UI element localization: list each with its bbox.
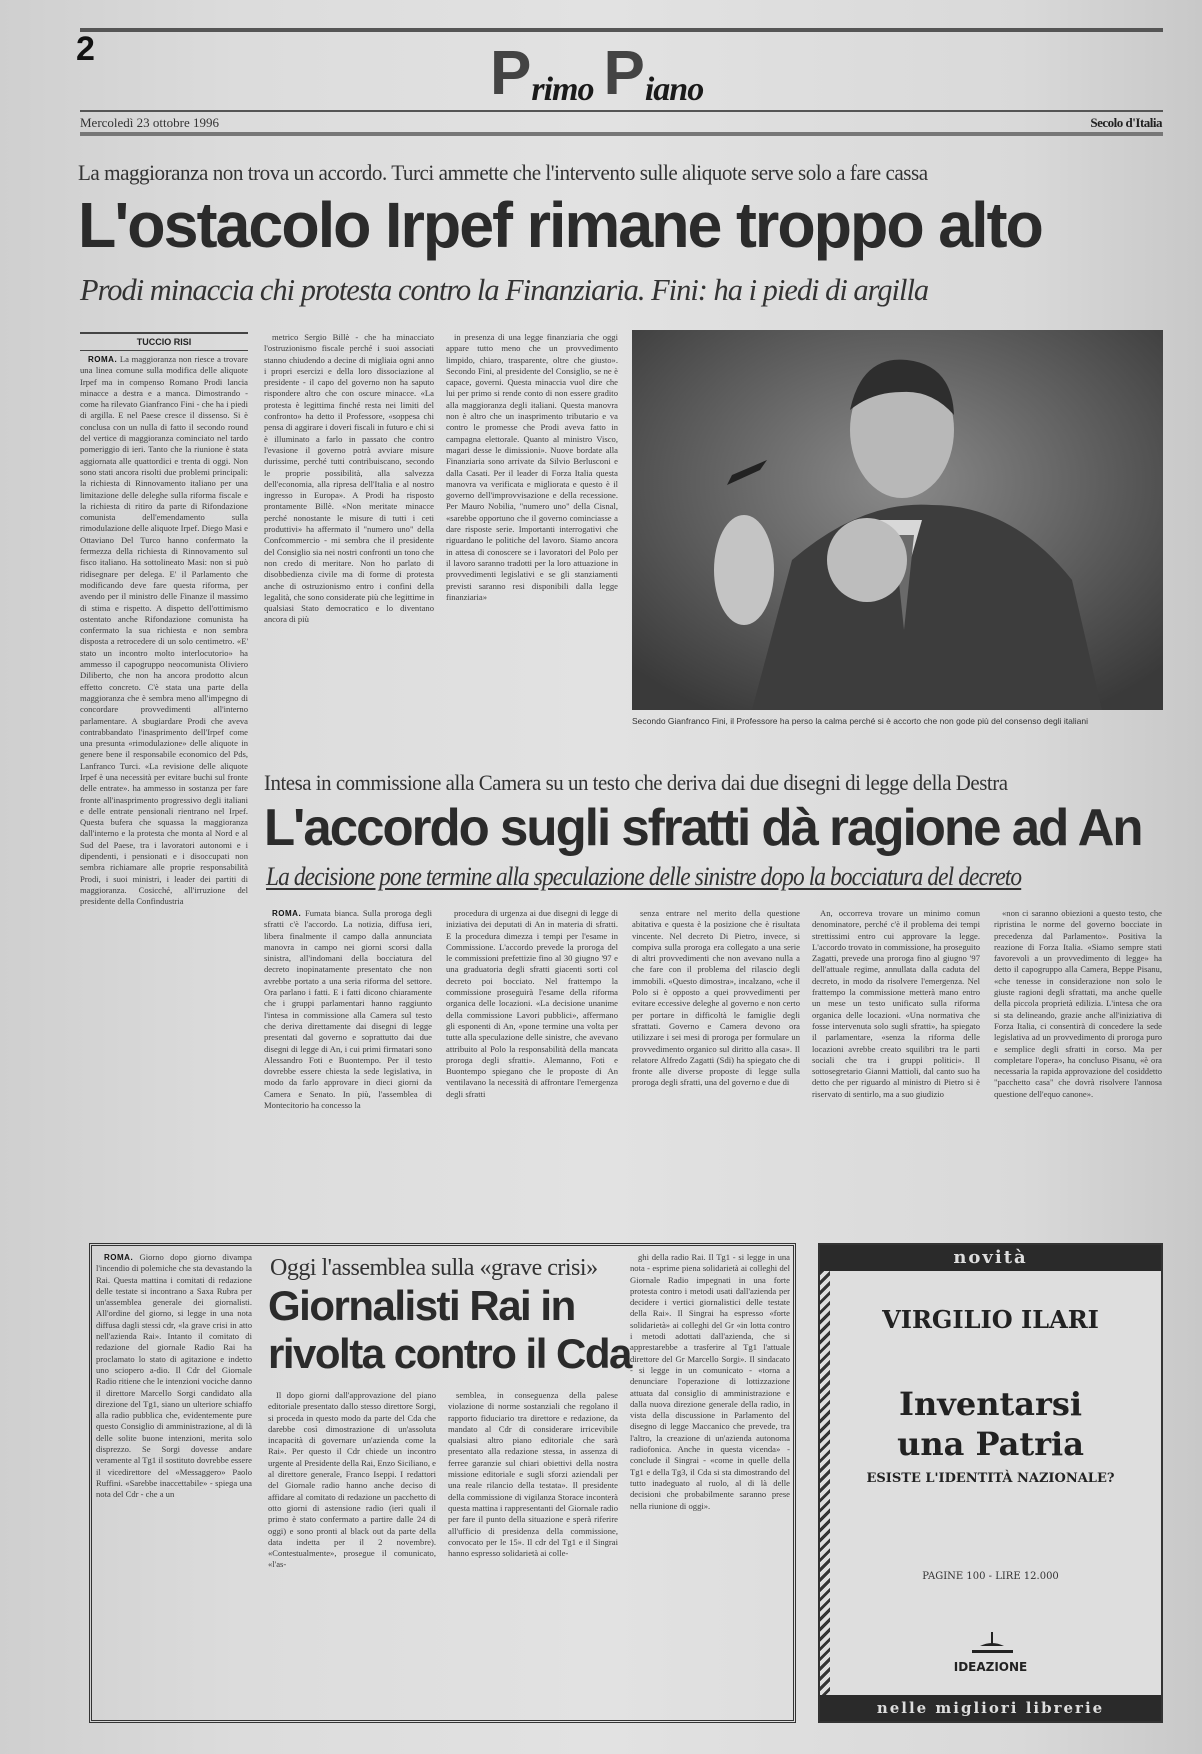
article-column <box>264 332 434 744</box>
article-headline: L'accordo sugli sfratti dà ragione ad An <box>264 799 1142 857</box>
article-column <box>446 332 618 744</box>
article-column <box>80 354 248 1204</box>
dateline: ROMA. <box>88 355 118 364</box>
body-text: semblea, in conseguenza della palese violazione di norme sostanziali che regolano il rapporto fiduciario tra direttore e redazione, da mandato al Cdr di considerare irricevibile qualsiasi altro piano editoriale che sarà presentato alla redazione stessa, in assenza di ferree garanzie sul chiari obiettivi della nostra missione editoriale e sugli sforzi aziendali per una reale rilancio della testata». Il presidente della commissione di vigilanza Storace inconterà questa mattina i rappresentanti del Giornale radio per fare il punto della situazione e sperà riferire all'ufficio di presidenza della commissione, convocato per le 15». Il cdr del Tg1 e il Singrai hanno espresso solidarietà ai colle- <box>448 1390 618 1559</box>
article-kicker: Intesa in commissione alla Camera su un testo che deriva dai due disegni di legge della Destra <box>264 770 1008 795</box>
page-number: 2 <box>76 30 95 68</box>
article-headline: Giornalisti Rai in <box>268 1282 575 1329</box>
body-text: Fumata bianca. Sulla proroga degli sfratti c'è l'accordo. La notizia, diffusa ieri, libera finalmente il campo dalla annunciata manovra in campo nei giorni scorsi dalla sinistra, all'indomani della bocciatura del decreto inopinatamente presentato che non avrebbe portato a una seria riforma del settore. Ora parlano i fatti. E i fatti dicono chiaramente che i gruppi parlamentari hanno raggiunto l'intesa in commissione alla Camera sul testo che deriva direttamente dai disegni di legge presentati dal governo e soprattutto dai due disegni di legge di An, i cui primi firmatari sono Alessandro Foti e Buontempo. Per il testo dovrebbe essere chiesta la sede legislativa, in modo da farlo approvare in dieci giorni da Camera e Senato. In più, l'assemblea di Montecitorio ha concesso la <box>264 908 432 1111</box>
photo-gianfranco-fini <box>632 330 1163 710</box>
ad-book-title: Inventarsi <box>899 1385 1082 1423</box>
article-column <box>96 1252 252 1718</box>
article-column <box>268 1390 436 1718</box>
article-column <box>632 908 800 1208</box>
issue-date: Mercoledì 23 ottobre 1996 <box>80 115 219 130</box>
ad-author: VIRGILIO ILARI <box>882 1305 1099 1334</box>
article-subheadline: La decisione pone termine alla speculazione delle sinistre dopo la bocciatura del decreto <box>266 862 1022 891</box>
ad-subtitle: ESISTE L'IDENTITÀ NAZIONALE? <box>866 1471 1115 1486</box>
body-text: in presenza di una legge finanziaria che oggi appare tutto meno che un provvedimento limpido, chiaro, trasparente, oltre che giusto». Secondo Fini, al presidente del Consiglio, se ne è capace, governi. Questa minaccia vuol dire che lui per primo si rende conto di non essere gradito alla maggioranza degli italiani. Questa manovra non è altro che un inasprimento tributario e va contro le promesse che Prodi aveva fatto in campagna elettorale. Quanto al ministro Visco, magari desse le dimissioni». Nuove bordate alla Finanziaria sono arrivate da Silvio Berlusconi e dalla Casati. Per il leader di Forza Italia questa manovra va verificata e migliorata e questo è il governo dell'improvvisazione e della recessione. Per Mauro Nobilia, "numero uno" della Cisnal, «sarebbe opportuno che il governo cominciasse a dare risposte serie. Importanti interrogativi che riguardano le politiche del lavoro. Siamo ancora in attesa di conoscere se i lavoratori del Polo per il lavoro saranno tradotti per la loro attuazione in provvedimenti legislativi e se gli stanziamenti previsti saranno resi disponibili dalla legge finanziaria» <box>446 332 618 602</box>
article-column <box>630 1252 790 1718</box>
article-column <box>812 908 980 1208</box>
newspaper-name: Secolo d'Italia <box>1090 115 1162 130</box>
book-advertisement <box>818 1243 1163 1723</box>
section-title <box>490 38 750 108</box>
section-initial: P <box>490 39 532 108</box>
body-text: La maggioranza non riesce a trovare una linea comune sulla modifica delle aliquote Irpef ma in compenso Romano Prodi lancia minacce a destra e a manca. Dimostrando - come ha rilevato Gianfranco Fini - che ha i piedi di argilla. E nel Paese cresce il dissenso. Si è conclusa con un nulla di fatto il secondo round del vertice di maggioranza cominciato nel tardo pomeriggio di ieri. Tanto che la riunione è stata aggiornata alle quattordici e trenta di oggi. Non sono stati ancora risolti due problemi principali: la richiesta di Rinnovamento italiano per una limitazione delle deleghe sulla riforma fiscale e la richiesta di ritiro da parte di Rifondazione comunista dell'emendamento sulla rimodulazione delle aliquote Irpef. Diego Masi e Ottaviano Del Turco hanno confermato la fermezza della richiesta di Rinnovamento sul fisco italiano. Ha sottolineato Masi: non si può ridisegnare per delega. E' il Parlamento che modificando deve fare questa riforma, per avendo per il ministro delle Finanze il massimo di stima e rispetto. A dispetto dell'ottimismo ostentato anche Rifondazione comunista ha confermato la sua richiesta e non sembra disposta a retrocedere di un solo centimetro. «E' stato un incontro molto interlocutorio» ha ammesso il capogruppo neocomunista Oliviero Diliberto, che non ha ancora prodotto alcun effetto concreto. C'è stata una parte della maggioranza che è sembra meno all'impegno di concordare provvedimenti all'interno parlamentare. A sbugiardare Prodi che aveva contrabbandato l'inasprimento dell'Irpef come una presunta «rimodulazione» delle aliquote in genere bene il responsabile economico del Pds, Lanfranco Turci. «La revisione delle aliquote Irpef è una necessità per evitare buchi sul fronte delle entrate». ha ammesso in sostanza per fare fronte all'inasprimento progressivo degli italiani e delle entrate pensionali rientrano nel Irpef. Questa bufera che squassa la maggioranza dall'interno e la protesta che monta al Nord e al Sud del Paese, tra i lavoratori autonomi e i dipendenti, i pensionati e i disoccupati non sembra richiamare alle proprie responsabilità Prodi, i suoi ministri, i leader dei partiti di maggioranza. Cosicché, all'irruzione del presidente della Confindustria <box>80 354 248 907</box>
section-initial: P <box>603 39 645 108</box>
body-text: procedura di urgenza ai due disegni di legge di iniziativa dei deputati di An in materia di sfratti. E la procedura dimezza i tempi per l'esame in Commissione. L'accordo prevede la proroga del le commissioni prefettizie fino al 30 giugno '97 e una graduatoria degli sfratti giacenti sorti col decreto poi bocciato. Nel frattempo la commissione proseguirà l'esame della riforma organica delle locazioni. «La decisione unanime della commissione Lavori pubblici», affermano gli esponenti di An, «pone termine una volta per tutte alla speculazione delle sinistre, che avevano attribuito al Polo la responsabilità della mancata proroga degli sfratti». Alemanno, Foti e Buontempo spiegano che le proposte di An ventilavano la necessità di affrontare l'emergenza degli sfratti <box>446 908 618 1099</box>
publisher-logo-icon <box>970 1630 1015 1658</box>
body-text: Il dopo giorni dall'approvazione del piano editoriale presentato dallo stesso direttore Sorgi, si proceda in questo modo da parte del Cda che darebbe così dimostrazione di un'assoluta incapacità di governare un'azienda come la Rai». Per questo il Cdr chiede un incontro urgente al Presidente della Rai, Enzo Siciliano, e al direttore generale, Franco Iseppi. I redattori del Giornale radio hanno anche deciso di affidare al comitato di redazione un pacchetto di otto giorni di astensione radio (ieri quali il primo è stato confermato a partire dalle 24 di oggi) e sono pronti al black out da parte della data indetta per il 2 novembre). «Contestualmente», prosegue il comunicato, «l'as- <box>268 1390 436 1570</box>
photo-caption: Secondo Gianfranco Fini, il Professore ha perso la calma perché si è accorto che non gode più del consenso degli italiani <box>632 716 1088 726</box>
ad-top-banner: novità <box>820 1245 1161 1271</box>
byline: TUCCIO RISI <box>80 332 248 351</box>
article-kicker: Oggi l'assemblea sulla «grave crisi» <box>270 1255 598 1281</box>
article-kicker: La maggioranza non trova un accordo. Turci ammette che l'intervento sulle aliquote serve solo a fare cassa <box>78 160 928 185</box>
top-rule <box>80 28 1163 32</box>
ad-publisher: IDEAZIONE <box>953 1660 1028 1674</box>
ad-bottom-banner: nelle migliori librerie <box>820 1695 1161 1721</box>
dateline: ROMA. <box>272 909 302 918</box>
body-text: Giorno dopo giorno divampa l'incendio di polemiche che sta devastando la Rai. Questa mattina i comitati di redazione delle testate si incontrano a Saxa Rubra per un'assemblea generale dei giornalisti. All'ordine del giorno, si legge in una nota diffusa dagli stessi cdr, «la grave crisi in atto nell'azienda Rai». Intanto il comitato di redazione del giornale Radio Rai ha proclamato lo stato di agitazione e indetto uno sciopero a-dio. Il Cdr del Giornale Radio ritiene che le intenzioni vociche danno il direttore Marcello Sorgi candidato alla direzione del Tg1, siano un ulteriore schiaffo alla radio pubblica che, evidentemente pure questo Consiglio di amministrazione, al di là delle solite buone intenzioni, merita solo disprezzo. Se Sorgi dovesse andare veramente al Tg1 il sostituto dovrebbe essere il vicedirettore del «Messaggero» Paolo Ruffini. «Sarebbe inaccettabile» - spiega una nota del Cdr - che a un <box>96 1252 252 1500</box>
article-column <box>994 908 1162 1208</box>
dateline: ROMA. <box>104 1253 134 1262</box>
ad-book-title: una Patria <box>897 1425 1084 1463</box>
article-column <box>264 908 432 1208</box>
article-headline: rivolta contro il Cda <box>268 1330 631 1377</box>
section-word: iano <box>644 71 704 108</box>
body-text: «non ci saranno obiezioni a questo testo, che ripristina le norme del governo bocciate in precedenza dal Parlamento». Positiva la reazione di Forza Italia. «Siamo sempre stati favorevoli a un provvedimento di legge» ha detto il capogruppo alla Camera, Beppe Pisanu, «che tenesse in considerazione non solo le giuste ragioni degli sfrattati, ma anche quelle della piccola proprietà edilizia. L'intesa che ora si sta delineando, grazie anche all'iniziativa di Forza Italia, ci consentirà di concedere la sede legislativa ad un provvedimento di proroga puro e semplice degli sfratti in corso. Ma per completare l'opera», ha concluso Pisanu, «è ora necessaria la rapida approvazione del cosiddetto "pacchetto casa" che dovrà risolvere l'annosa questione dell'equo canone». <box>994 908 1162 1099</box>
masthead-rule <box>80 132 1163 136</box>
body-text: senza entrare nel merito della questione abitativa e questa è la posizione che è risultata vincente. Nel decreto Di Pietro, invece, si compiva sulla proroga era collegato a una serie di altri provvedimenti che non avevano nulla a che fare con il problema del rilascio degli immobili. «Questo dimostra», incalzano, «che il Polo si è opposto a quei provvedimenti per evitare eccessive deleghe al governo e non certo per portare in difficoltà le famiglie degli sfrattati. Governo e Camera devono ora utilizzare i sei mesi di proroga per formulare un provvedimento organico sul diritto alla casa». Il relatore Alfredo Zagatti (Sdi) ha spiegato che di fronte alle diverse proposte di legge sulla proroga degli sfratti, una del governo e due di <box>632 908 800 1088</box>
ad-details: PAGINE 100 - LIRE 12.000 <box>922 1571 1059 1582</box>
article-subheadline: Prodi minaccia chi protesta contro la Finanziaria. Fini: ha i piedi di argilla <box>80 272 929 307</box>
article-column <box>446 908 618 1208</box>
body-text: metrico Sergio Billè - che ha minacciato l'ostruzionismo fiscale perché i suoi associati stanno chiudendo a decine di migliaia ogni anno i propri esercizi e della loro dissociazione al presidente - il capo del governo non ha saputo rispondere altro che con oscure minacce. «La protesta è legittima finché resta nei limiti del confronto» ha detto il Professore, «soppesa chi pensa di aggirare i doveri fiscali in futuro e chi si è illuminato a farlo in passato che contro l'evasione il governo potrà avviare misure durissime, perché tutti contribuiscano, secondo le proprie possibilità, alla salvezza dell'economia, alla ripresa dell'Italia e al nostro ingresso in Europa». A Prodi ha risposto prontamente Billè. «Non meritate minacce perché nonostante le misure di tutti i ceti produttivi» ha affermato il "numero uno" della Confcommercio - mi sembra che il presidente del Consiglio sia nei nostri confronti un tono che non credo di meritare. Non ho parlato di disobbedienza civile ma di forme di protesta anche di ostruzionismo entro i confini della legalità, che sono considerate più che legittime in qualsiasi Stato democratico e lo diventano ancora di più <box>264 332 434 625</box>
article-headline: L'ostacolo Irpef rimane troppo alto <box>78 189 1042 261</box>
body-text: An, occorreva trovare un minimo comun denominatore, perché c'è il problema dei tempi strettissimi entro cui approvare la legge. L'accordo trovato in commissione, ha proseguito Zagatti, prevede una proroga fino al giugno '97 dell'attuale regime, annullata dalla caduta del decreto, in modo da risolvere l'emergenza. Nel frattempo la commissione metterà mano entro un mese un testo unificato sulla riforma organica delle locazioni. «Una normativa che fosse intervenuta solo sugli sfratti», ha spiegato il parlamentare, «senza la riforma delle locazioni avrebbe creato squilibri tra le parti sociali che tra i gruppi politici». Il sottosegretario Gianni Mattioli, dal canto suo ha detto che per riguardo al ministro di Pietro si è riservato di sentirlo, ma a suo giudizio <box>812 908 980 1099</box>
section-word: rimo <box>531 71 594 108</box>
article-column <box>448 1390 618 1718</box>
body-text: ghi della radio Rai. Il Tg1 - si legge in una nota - esprime piena solidarietà ai colleghi del Giornale Radio impegnati in una forte protesta contro i metodi usati dall'azienda per decidere i vertici giornalistici delle testate della Rai». Il Singrai ha espresso «forte solidarietà» ai colleghi del Gr «in lotta contro i metodi adottati dall'azienda, che si apprestarebbe a trasferire al Tg1 l'attuale direttore del Gr Marcello Sorgi». Il sindacato - si legge in un comunicato - «torna a denunciare l'operazione di lottizzazione attuata dal consiglio di amministrazione e dalla nuova direzione generale della radio, in vista della discussione in Parlamento del disegno di legge Maccanico che prevede, tra l'altro, la creazione di un'azienda autonoma radiofonica. Anche in questa vicenda» - conclude il Singrai - «come in quelle della Tg1 e della Tg3, il Cda si sta dimostrando del tutto inadeguato al ruolo, al di là delle decisioni che probabilmente saranno prese nella riunione di oggi». <box>630 1252 790 1511</box>
masthead-rule <box>80 110 1163 112</box>
